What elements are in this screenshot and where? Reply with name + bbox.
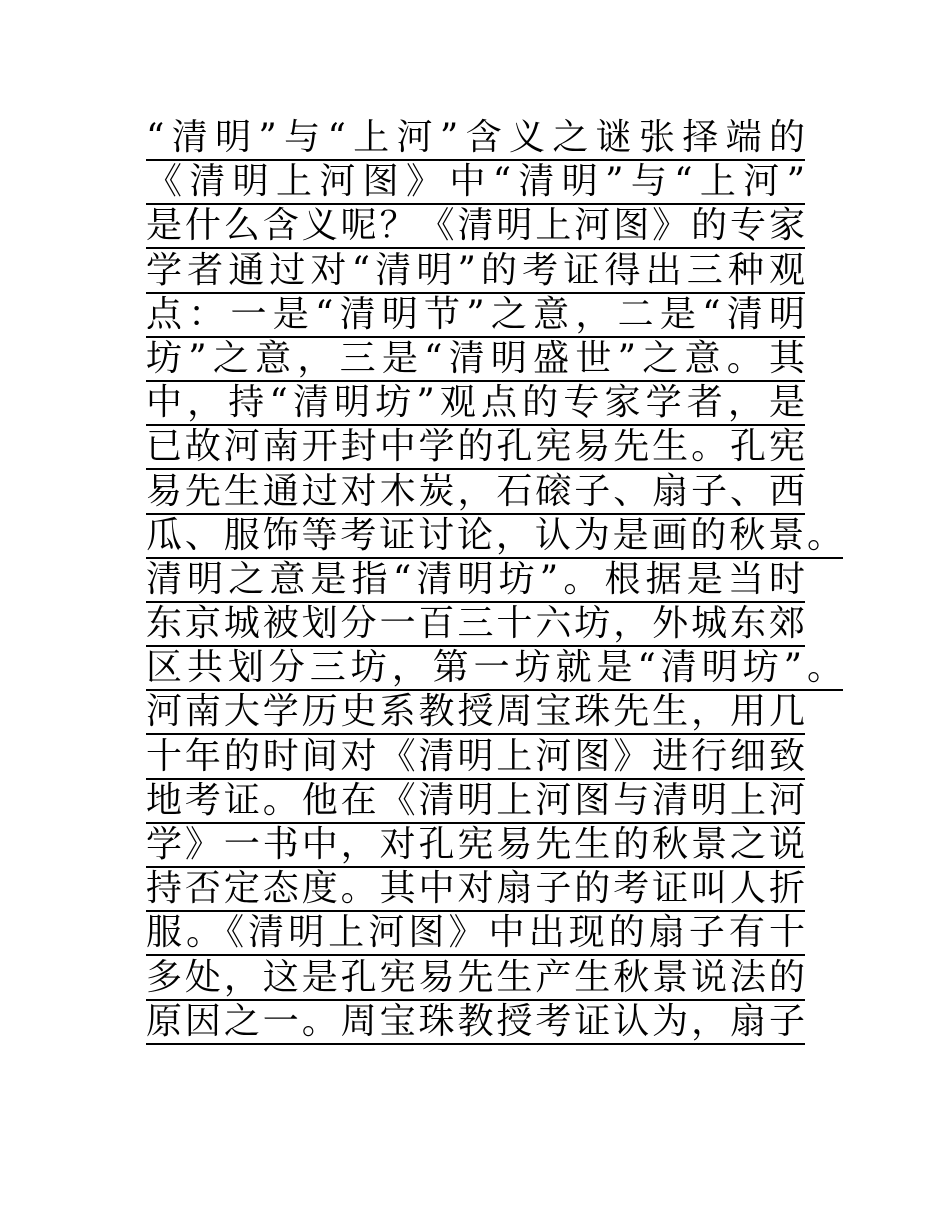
text-line-content: 学》一书中，对孔宪易先生的秋景之说 xyxy=(146,825,805,868)
text-line xyxy=(146,251,846,295)
text-line xyxy=(146,560,846,604)
text-line xyxy=(146,869,846,913)
text-line xyxy=(146,913,846,957)
text-line xyxy=(146,427,846,471)
body-text xyxy=(146,118,846,1046)
text-line xyxy=(146,295,846,339)
text-line xyxy=(146,737,846,781)
text-line-content: 多处，这是孔宪易先生产生秋景说法的 xyxy=(146,958,805,1001)
text-line xyxy=(146,604,846,648)
text-line-content: 易先生通过对木炭，石磙子、扇子、西 xyxy=(146,472,805,515)
text-line xyxy=(146,781,846,825)
text-line xyxy=(146,339,846,383)
text-line-content: 地考证。他在《清明上河图与清明上河 xyxy=(146,781,805,824)
text-line-content: 中，持“清明坊”观点的专家学者，是 xyxy=(146,383,805,426)
text-line-content: 持否定态度。其中对扇子的考证叫人折 xyxy=(146,869,805,912)
text-line xyxy=(146,206,846,250)
text-line-content: 服。《清明上河图》中出现的扇子有十 xyxy=(146,913,805,956)
text-line-content: 瓜、服饰等考证讨论，认为是画的秋景。 xyxy=(146,516,843,559)
text-line-content: 点：一是“清明节”之意，二是“清明 xyxy=(146,295,805,338)
text-line xyxy=(146,1002,846,1046)
text-line xyxy=(146,648,846,692)
text-line-content: 清明之意是指“清明坊”。根据是当时 xyxy=(146,560,805,603)
text-line-content: 河南大学历史系教授周宝珠先生，用几 xyxy=(146,692,805,735)
text-line-content: 学者通过对“清明”的考证得出三种观 xyxy=(146,251,805,294)
text-line-content: 十年的时间对《清明上河图》进行细致 xyxy=(146,737,805,780)
text-line-content: 《清明上河图》中“清明”与“上河” xyxy=(146,162,805,205)
text-line xyxy=(146,118,846,162)
text-line xyxy=(146,383,846,427)
text-line-content: 区共划分三坊，第一坊就是“清明坊”。 xyxy=(146,648,843,691)
text-line xyxy=(146,692,846,736)
text-line xyxy=(146,516,846,560)
text-line-content: 是什么含义呢？《清明上河图》的专家 xyxy=(146,206,805,249)
text-line-content: 已故河南开封中学的孔宪易先生。孔宪 xyxy=(146,427,805,470)
text-line-content: 坊”之意，三是“清明盛世”之意。其 xyxy=(146,339,805,382)
text-line-content: 东京城被划分一百三十六坊，外城东郊 xyxy=(146,604,805,647)
text-line-content: “清明”与“上河”含义之谜张择端的 xyxy=(146,118,805,161)
text-line xyxy=(146,825,846,869)
text-line xyxy=(146,958,846,1002)
text-line xyxy=(146,162,846,206)
text-line xyxy=(146,472,846,516)
text-line-content: 原因之一。周宝珠教授考证认为，扇子 xyxy=(146,1002,805,1045)
